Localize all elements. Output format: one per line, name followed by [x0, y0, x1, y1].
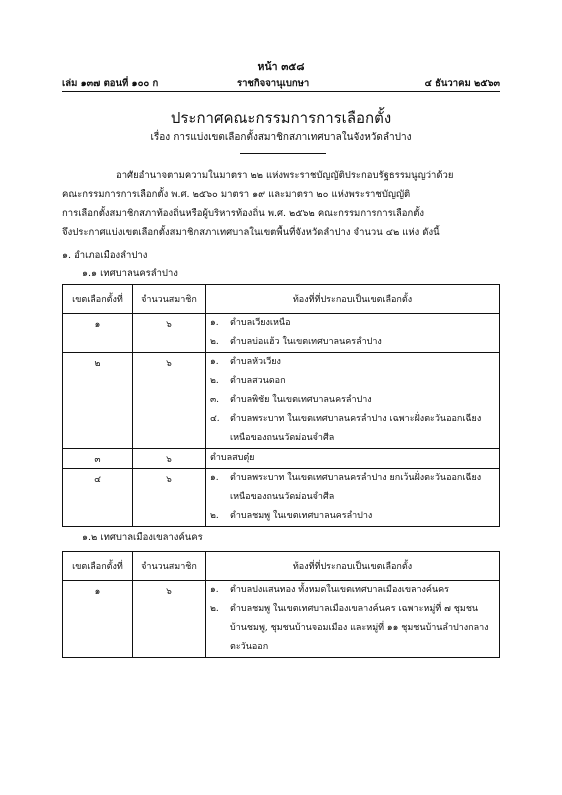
district-number: ๑: [63, 314, 133, 353]
column-header: จำนวนสมาชิก: [133, 285, 206, 314]
column-header: ท้องที่ที่ประกอบเป็นเขตเลือกตั้ง: [206, 552, 500, 581]
preamble-line: อาศัยอำนาจตามความในมาตรา ๒๒ แห่งพระราชบัญญัติประกอบรัฐธรรมนูญว่าด้วย: [116, 170, 454, 181]
district-number: ๔: [63, 469, 133, 527]
member-count: ๖: [133, 353, 206, 449]
header-divider: [62, 91, 500, 92]
subsection-heading: ๑.๒ เทศบาลเมืองเขลางค์นคร: [82, 532, 203, 543]
member-count: ๖: [133, 581, 206, 658]
area-list: [206, 581, 500, 658]
gazette-name: ราชกิจจานุเบกษา: [237, 78, 310, 89]
list-item: ตำบลสบตุ๋ย: [210, 453, 255, 463]
district-number: ๓: [63, 449, 133, 469]
preamble-line: คณะกรรมการการเลือกตั้ง พ.ศ. ๒๕๖๐ มาตรา ๑๙ และมาตรา ๒๐ แห่งพระราชบัญญัติ: [62, 189, 411, 200]
area-list: [206, 314, 500, 353]
table-header-row: [63, 552, 500, 581]
column-header: เขตเลือกตั้งที่: [63, 552, 133, 581]
list-item: ๒. ตำบลชมพู ในเขตเทศบาลนครลำปาง: [210, 511, 373, 521]
page-number: หน้า ๓๕๘: [257, 61, 305, 73]
list-item: ๑. ตำบลเวียงเหนือ: [210, 318, 291, 328]
area-list: [206, 353, 500, 449]
table-header-row: [63, 285, 500, 314]
list-item: ๑. ตำบลหัวเวียง: [210, 357, 281, 367]
area-list: [206, 449, 500, 469]
district-table-1: [62, 284, 500, 527]
table-row: [63, 449, 500, 469]
list-item: ๓. ตำบลพิชัย ในเขตเทศบาลนครลำปาง: [210, 395, 372, 405]
table-row: [63, 314, 500, 353]
column-header: เขตเลือกตั้งที่: [63, 285, 133, 314]
list-item: ๒. ตำบลบ่อแฮ้ว ในเขตเทศบาลนครลำปาง: [210, 337, 382, 347]
volume-issue: เล่ม ๑๓๗ ตอนที่ ๑๐๐ ก: [62, 78, 159, 89]
gazette-date: ๔ ธันวาคม ๒๕๖๓: [424, 78, 500, 89]
list-item: ๒. ตำบลชมพู ในเขตเทศบาลเมืองเขลางค์นคร เฉพาะหมู่ที่ ๗ ชุมชนบ้านชมพู, ชุมชนบ้านจอมเมือง และหมู่ที่ ๑๑ ชุมชนบ้านลำปางกลางตะวันออก: [210, 604, 489, 652]
list-item: ๑. ตำบลพระบาท ในเขตเทศบาลนครลำปาง ยกเว้นฝั่งตะวันออกเฉียงเหนือของถนนวัดม่อนจำศีล: [210, 473, 482, 502]
area-list: [206, 469, 500, 527]
list-item: ๒. ตำบลสวนดอก: [210, 376, 286, 386]
member-count: ๖: [133, 449, 206, 469]
title-divider: [240, 153, 326, 154]
table-row: [63, 581, 500, 658]
list-item: ๑. ตำบลปงแสนทอง ทั้งหมดในเขตเทศบาลเมืองเขลางค์นคร: [210, 585, 449, 595]
preamble-line: จึงประกาศแบ่งเขตเลือกตั้งสมาชิกสภาเทศบาลในเขตพื้นที่จังหวัดลำปาง จำนวน ๔๒ แห่ง ดังนี้: [62, 227, 440, 238]
section-heading: ๑. อำเภอเมืองลำปาง: [62, 250, 148, 261]
table-row: [63, 469, 500, 527]
column-header: ท้องที่ที่ประกอบเป็นเขตเลือกตั้ง: [206, 285, 500, 314]
member-count: ๖: [133, 469, 206, 527]
district-number: ๑: [63, 581, 133, 658]
list-item: ๔. ตำบลพระบาท ในเขตเทศบาลนครลำปาง เฉพาะฝั่งตะวันออกเฉียงเหนือของถนนวัดม่อนจำศีล: [210, 414, 482, 443]
member-count: ๖: [133, 314, 206, 353]
district-number: ๒: [63, 353, 133, 449]
column-header: จำนวนสมาชิก: [133, 552, 206, 581]
announcement-subtitle: เรื่อง การแบ่งเขตเลือกตั้งสมาชิกสภาเทศบาลในจังหวัดลำปาง: [150, 132, 412, 143]
table-row: [63, 353, 500, 449]
preamble-line: การเลือกตั้งสมาชิกสภาท้องถิ่นหรือผู้บริหารท้องถิ่น พ.ศ. ๒๕๖๒ คณะกรรมการการเลือกตั้ง: [62, 208, 425, 219]
announcement-title: ประกาศคณะกรรมการการเลือกตั้ง: [170, 109, 392, 127]
district-table-2: [62, 551, 500, 658]
subsection-heading: ๑.๑ เทศบาลนครลำปาง: [82, 268, 178, 279]
